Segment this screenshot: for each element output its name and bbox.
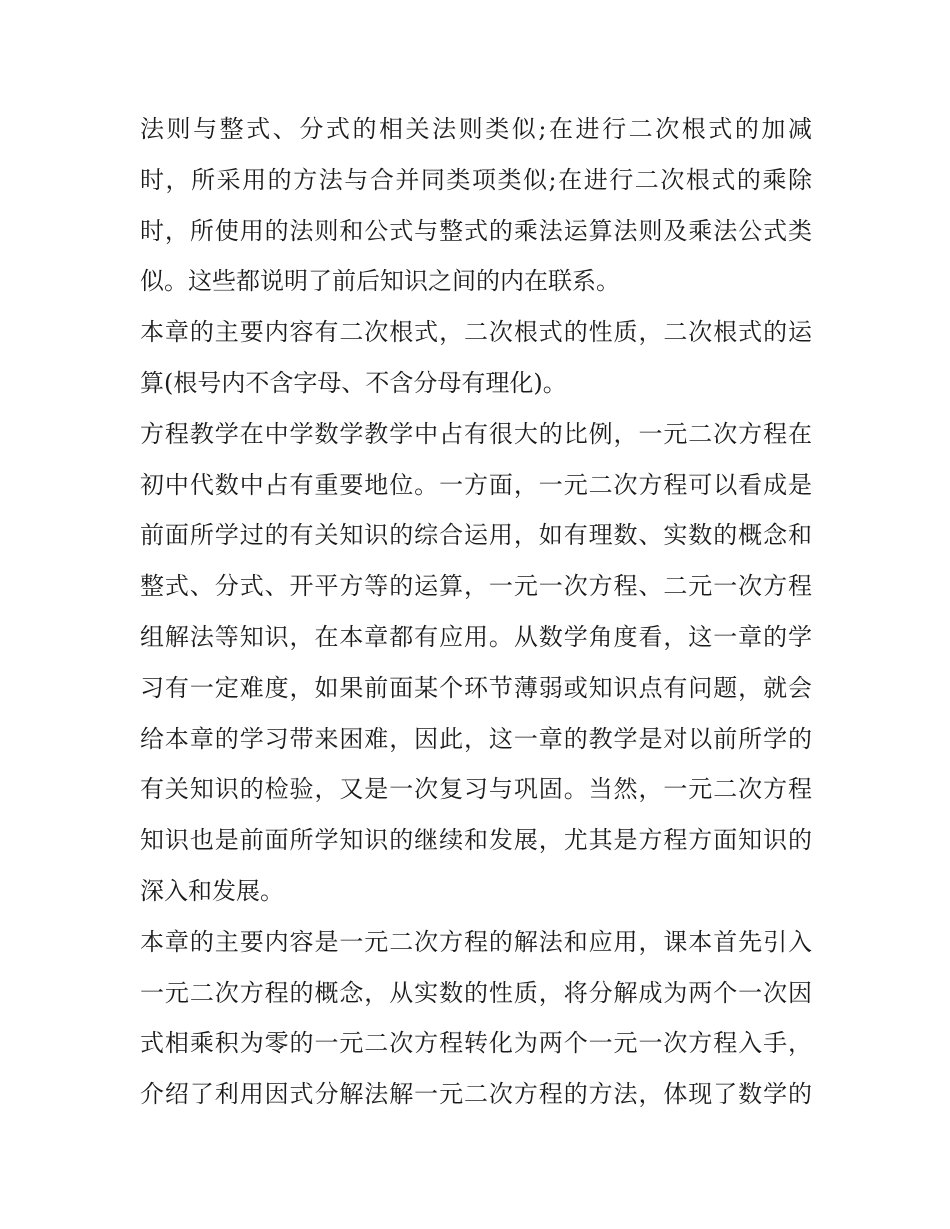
text-line: 深入和发展。 (140, 876, 284, 905)
text-line: 一元二次方程的概念，从实数的性质，将分解成为两个一次因 (140, 978, 812, 1007)
text-line: 组解法等知识，在本章都有应用。从数学角度看，这一章的学 (140, 622, 812, 651)
text-line: 给本章的学习带来困难，因此，这一章的教学是对以前所学的 (140, 724, 812, 753)
paragraph-equation-teaching (140, 409, 812, 917)
text-line: 整式、分式、开平方等的运算，一元一次方程、二元一次方程 (140, 572, 812, 601)
document-body (140, 104, 812, 1120)
text-line: 法则与整式、分式的相关法则类似;在进行二次根式的加减 (140, 115, 812, 143)
text-line: 前面所学过的有关知识的综合运用，如有理数、实数的概念和 (140, 521, 812, 550)
text-line: 知识也是前面所学知识的继续和发展，尤其是方程方面知识的 (140, 826, 812, 855)
text-line: 时，所采用的方法与合并同类项类似;在进行二次根式的乘除 (140, 165, 812, 194)
text-line: 似。这些都说明了前后知识之间的内在联系。 (140, 267, 620, 296)
text-line: 初中代数中占有重要地位。一方面，一元二次方程可以看成是 (140, 470, 812, 499)
text-line: 习有一定难度，如果前面某个环节薄弱或知识点有问题，就会 (140, 673, 812, 702)
text-line: 介绍了利用因式分解法解一元二次方程的方法，体现了数学的 (140, 1080, 812, 1109)
paragraph-chapter-radicals (140, 307, 812, 409)
text-line: 本章的主要内容是一元二次方程的解法和应用，课本首先引入 (140, 927, 812, 956)
text-line: 本章的主要内容有二次根式，二次根式的性质，二次根式的运 (140, 318, 812, 347)
text-line: 式相乘积为零的一元二次方程转化为两个一元一次方程入手， (140, 1029, 812, 1058)
text-line: 时，所使用的法则和公式与整式的乘法运算法则及乘法公式类 (140, 216, 812, 245)
text-line: 有关知识的检验，又是一次复习与巩固。当然，一元二次方程 (140, 775, 812, 804)
paragraph-radical-rules (140, 104, 812, 307)
text-line: 算(根号内不含字母、不含分母有理化)。 (140, 368, 567, 397)
text-line: 方程教学在中学数学教学中占有很大的比例，一元二次方程在 (140, 419, 812, 448)
paragraph-chapter-quadratics (140, 917, 812, 1120)
